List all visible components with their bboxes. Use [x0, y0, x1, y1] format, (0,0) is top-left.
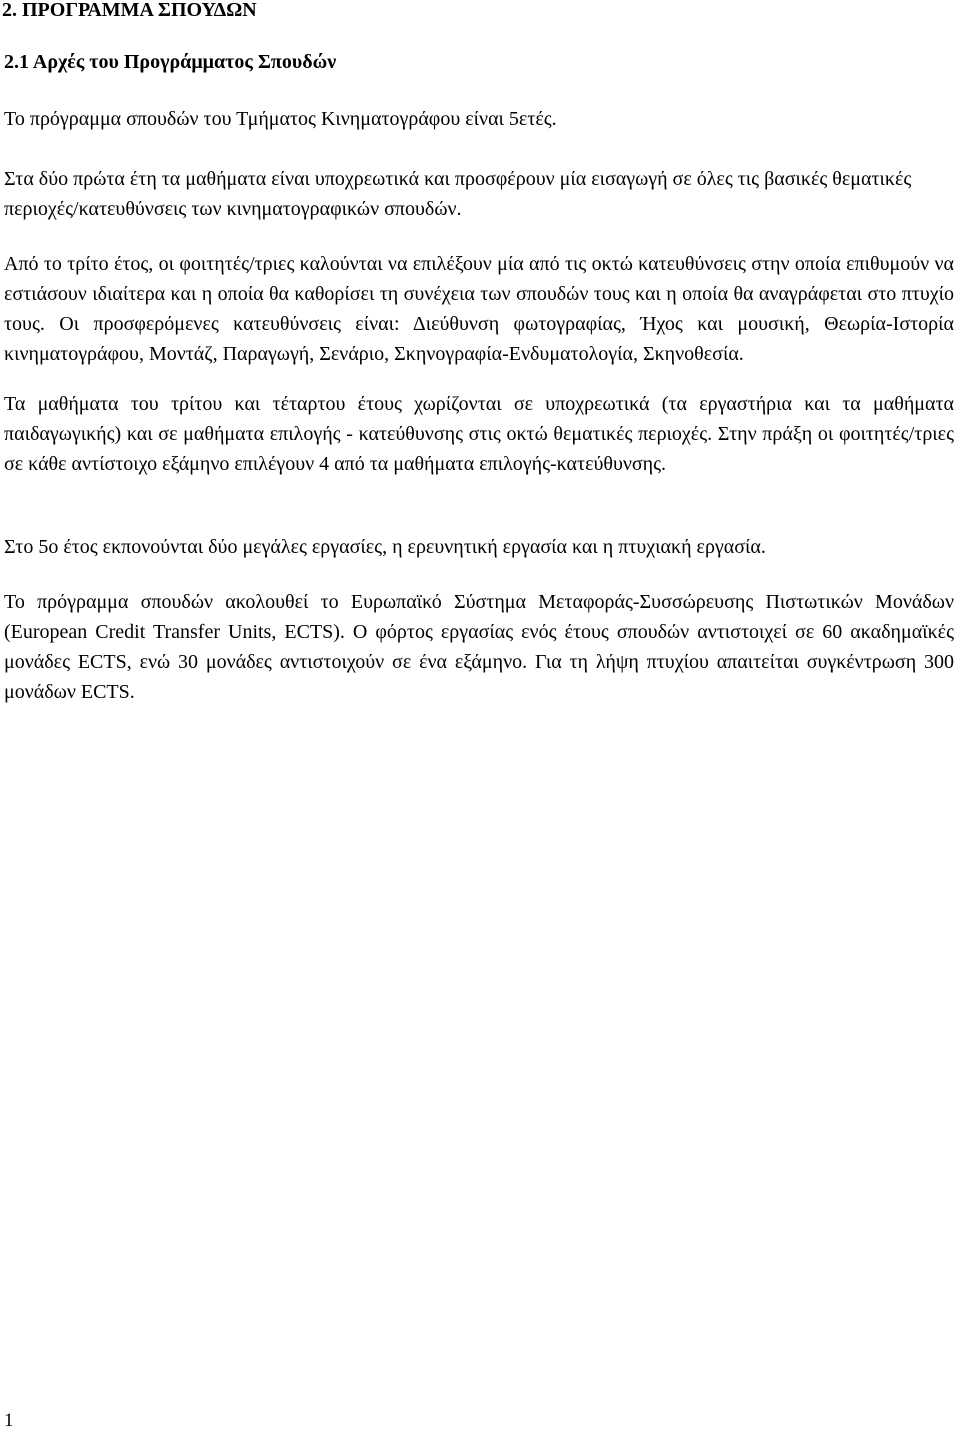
paragraph-third-fourth-years: Τα μαθήματα του τρίτου και τέταρτου έτους χωρίζονται σε υποχρεωτικά (τα εργαστήρια και τα μαθήματα παιδαγωγικής) και σε μαθήματα επιλογής - κατεύθυνσης στις οκτώ θεματικές περιοχές. Στην πράξη οι φοιτητές/τριες σε κάθε αντίστοιχο εξάμηνο επιλέγουν 4 από τα μαθήματα επιλογής-κατεύθυνσης.: [4, 393, 954, 475]
paragraph-first-years: Στα δύο πρώτα έτη τα μαθήματα είναι υποχρεωτικά και προσφέρουν μία εισαγωγή σε όλες τις βασικές θεματικές περιοχές/κατευθύνσεις των κινηματογραφικών σπουδών.: [4, 168, 912, 220]
chapter-heading: 2. ΠΡΟΓΡΑΜΜΑ ΣΠΟΥΔΩΝ: [2, 0, 257, 21]
paragraph-fifth-year: Στο 5ο έτος εκπονούνται δύο μεγάλες εργασίες, η ερευνητική εργασία και η πτυχιακή εργασία.: [4, 536, 766, 558]
section-heading: 2.1 Αρχές του Προγράμματος Σπουδών: [4, 51, 337, 73]
paragraph-specializations: Από το τρίτο έτος, οι φοιτητές/τριες καλούνται να επιλέξουν μία από τις οκτώ κατευθύνσεις στην οποία επιθυμούν να εστιάσουν ιδιαίτερα και η οποία θα καθορίσει τη συνέχεια των σπουδών τους και η οποία θα αναγράφεται στο πτυχίο τους. Οι προσφερόμενες κατευθύνσεις είναι: Διεύθυνση φωτογραφίας, Ήχος και μουσική, Θεωρία-Ιστορία κινηματογράφου, Μοντάζ, Παραγωγή, Σενάριο, Σκηνογραφία-Ενδυματολογία, Σκηνοθεσία.: [4, 253, 954, 365]
paragraph-ects: Το πρόγραμμα σπουδών ακολουθεί το Ευρωπαϊκό Σύστημα Μεταφοράς-Συσσώρευσης Πιστωτικών Μονάδων (European Credit Transfer Units, ECTS). Ο φόρτος εργασίας ενός έτους σπουδών αντιστοιχεί σε 60 ακαδημαϊκές μονάδες ECTS, ενώ 30 μονάδες αντιστοιχούν σε ένα εξάμηνο. Για τη λήψη πτυχίου απαιτείται συγκέντρωση 300 μονάδων ECTS.: [4, 591, 954, 703]
paragraph-program-duration: Το πρόγραμμα σπουδών του Τμήματος Κινηματογράφου είναι 5ετές.: [4, 108, 557, 130]
page-number: 1: [4, 1410, 14, 1431]
